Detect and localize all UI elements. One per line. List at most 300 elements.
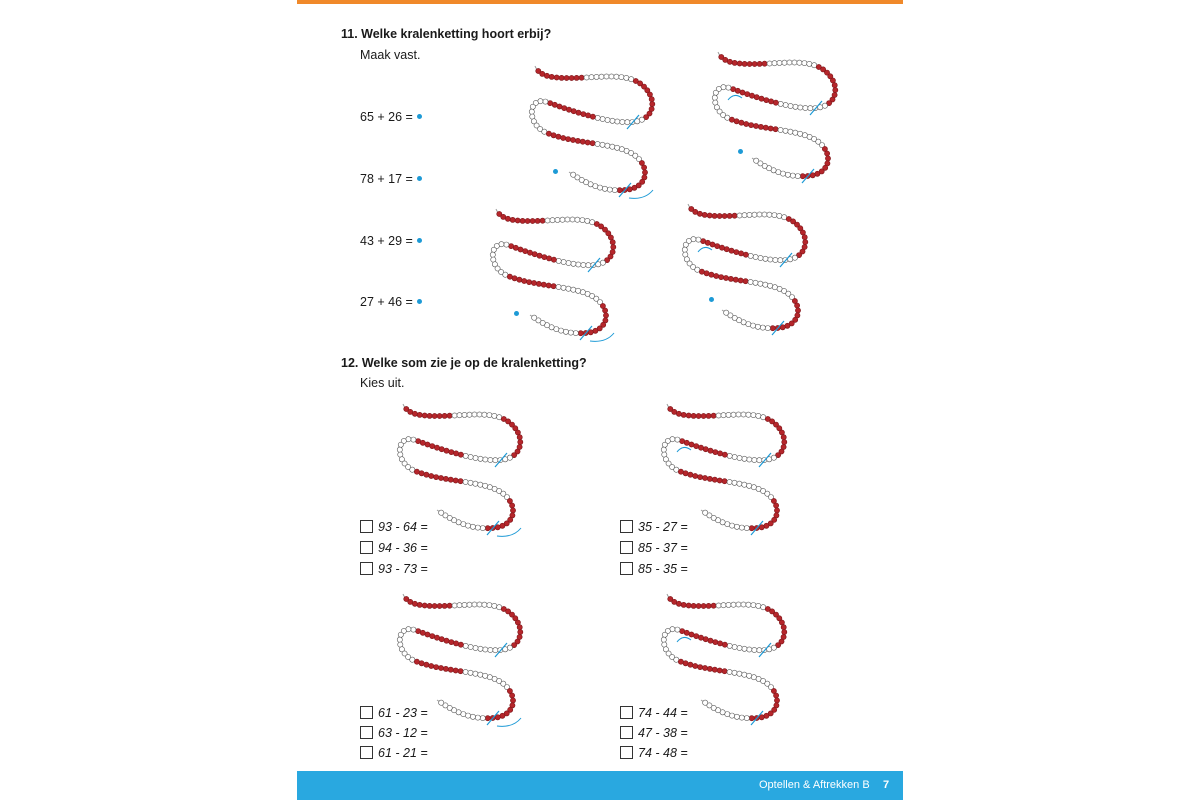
bead <box>463 479 468 484</box>
bead <box>650 102 655 107</box>
bead <box>728 276 733 281</box>
bead <box>739 120 744 125</box>
bead <box>719 275 724 280</box>
bead <box>517 435 522 440</box>
checkbox[interactable] <box>360 541 373 554</box>
bead <box>693 663 698 668</box>
bead <box>624 75 629 80</box>
choice-3c[interactable] <box>360 745 428 761</box>
bead <box>708 638 713 643</box>
choice-4c[interactable] <box>620 745 688 761</box>
choice-1b[interactable] <box>360 540 428 556</box>
bead <box>432 413 437 418</box>
bead <box>482 412 487 417</box>
bead <box>749 716 754 721</box>
connect-dot-sum-4[interactable] <box>417 299 422 304</box>
bead <box>732 480 737 485</box>
checkbox[interactable] <box>620 726 633 739</box>
bead <box>472 602 477 607</box>
bead <box>549 74 554 79</box>
bead <box>485 526 490 531</box>
bead <box>798 131 803 136</box>
bead <box>575 217 580 222</box>
bead <box>742 456 747 461</box>
bead <box>463 453 468 458</box>
bead <box>477 412 482 417</box>
sum-4: 27 + 46 = <box>360 295 413 309</box>
bead <box>560 217 565 222</box>
bead <box>734 250 739 255</box>
bead <box>743 279 748 284</box>
bead <box>463 643 468 648</box>
top-color-bar <box>297 0 903 4</box>
bead <box>576 262 581 267</box>
bead <box>802 61 807 66</box>
bead <box>547 256 552 261</box>
question-11-instruction: Maak vast. <box>360 48 421 62</box>
bead <box>419 661 424 666</box>
bead <box>517 277 522 282</box>
bead <box>802 235 807 240</box>
connect-dot-necklace-a[interactable] <box>553 169 558 174</box>
bead <box>727 479 732 484</box>
bead <box>398 442 403 447</box>
bead <box>434 445 439 450</box>
checkbox[interactable] <box>620 706 633 719</box>
bead <box>702 212 707 217</box>
connect-dot-necklace-d[interactable] <box>709 297 714 302</box>
jump-arrow <box>497 718 521 726</box>
bead <box>686 413 691 418</box>
bead <box>797 60 802 65</box>
bead <box>727 59 732 64</box>
bead <box>569 75 574 80</box>
choice-2a[interactable] <box>620 519 688 535</box>
checkbox[interactable] <box>360 706 373 719</box>
checkbox[interactable] <box>620 746 633 759</box>
bead <box>747 212 752 217</box>
bead <box>611 245 616 250</box>
jump-arrow <box>677 637 691 642</box>
bead <box>478 672 483 677</box>
bead <box>662 632 667 637</box>
connect-dot-sum-1[interactable] <box>417 114 422 119</box>
bead <box>676 601 681 606</box>
bead <box>590 141 595 146</box>
bead <box>595 115 600 120</box>
bead <box>542 255 547 260</box>
bead <box>437 603 442 608</box>
bead <box>731 602 736 607</box>
bead <box>467 412 472 417</box>
bead <box>561 135 566 140</box>
choice-4b[interactable] <box>620 725 688 741</box>
sum-2: 78 + 17 = <box>360 172 413 186</box>
bead <box>565 217 570 222</box>
bead <box>778 127 783 132</box>
choice-3b[interactable] <box>360 725 428 741</box>
bead <box>412 411 417 416</box>
bead <box>457 603 462 608</box>
bead <box>742 61 747 66</box>
sum-3: 43 + 29 = <box>360 234 413 248</box>
bead <box>772 213 777 218</box>
bead <box>739 251 744 256</box>
bead <box>709 272 714 277</box>
bead <box>691 413 696 418</box>
bead <box>452 413 457 418</box>
bead <box>522 278 527 283</box>
bead <box>530 104 535 109</box>
bead <box>752 457 757 462</box>
bead <box>642 170 647 175</box>
bead <box>704 271 709 276</box>
bead <box>488 647 493 652</box>
bead <box>693 473 698 478</box>
bead <box>537 253 542 258</box>
bead <box>782 440 787 445</box>
bead <box>424 662 429 667</box>
bead <box>727 669 732 674</box>
bead <box>722 452 727 457</box>
bead <box>768 283 773 288</box>
bead <box>554 75 559 80</box>
question-12-title: 12. Welke som zie je op de kralenketting? <box>341 356 587 370</box>
bead-necklace-c <box>490 205 630 345</box>
bead <box>737 481 742 486</box>
bead <box>566 107 571 112</box>
bead <box>753 123 758 128</box>
choice-2b[interactable] <box>620 540 688 556</box>
bead <box>439 510 444 515</box>
bead <box>739 715 744 720</box>
bead <box>763 282 768 287</box>
bead <box>512 276 517 281</box>
bead <box>571 287 576 292</box>
bead <box>600 142 605 147</box>
bead <box>442 413 447 418</box>
bead <box>574 75 579 80</box>
bead <box>610 240 615 245</box>
bead <box>458 452 463 457</box>
bead <box>714 273 719 278</box>
choice-label: 63 - 12 = <box>378 726 428 740</box>
bead <box>475 715 480 720</box>
bead <box>798 105 803 110</box>
bead <box>749 526 754 531</box>
bead <box>438 665 443 670</box>
bead <box>620 119 625 124</box>
necklace-string <box>400 594 521 718</box>
checkbox[interactable] <box>360 520 373 533</box>
bead <box>603 313 608 318</box>
bead <box>832 83 837 88</box>
connect-dot-sum-3[interactable] <box>417 238 422 243</box>
checkbox[interactable] <box>620 520 633 533</box>
connect-dot-necklace-b[interactable] <box>738 149 743 154</box>
bead <box>782 630 787 635</box>
necklace-string <box>493 209 614 333</box>
bead <box>793 104 798 109</box>
bead <box>661 447 666 452</box>
bead <box>411 627 416 632</box>
bead <box>454 451 459 456</box>
bead <box>751 413 756 418</box>
bead <box>707 476 712 481</box>
bead <box>602 186 607 191</box>
bead <box>737 645 742 650</box>
bead <box>419 471 424 476</box>
necklace-string <box>664 594 785 718</box>
bead <box>752 212 757 217</box>
choice-label: 74 - 48 = <box>638 746 688 760</box>
choice-2c[interactable] <box>620 561 688 577</box>
bead-necklace-a <box>529 62 669 222</box>
bead <box>612 188 617 193</box>
bead <box>541 282 546 287</box>
necklace-string <box>715 52 836 176</box>
bead <box>795 174 800 179</box>
bead <box>702 665 707 670</box>
bead <box>726 602 731 607</box>
bead <box>614 74 619 79</box>
bead <box>747 483 752 488</box>
bead <box>579 75 584 80</box>
bead <box>485 716 490 721</box>
bead <box>442 603 447 608</box>
bead <box>576 288 581 293</box>
bead <box>807 61 812 66</box>
bead <box>726 412 731 417</box>
choice-4a[interactable] <box>620 705 688 721</box>
bead <box>707 666 712 671</box>
bead <box>747 673 752 678</box>
bead <box>754 158 759 163</box>
bead <box>793 130 798 135</box>
bead <box>788 129 793 134</box>
bead <box>449 640 454 645</box>
bead <box>543 99 548 104</box>
bead <box>530 218 535 223</box>
bead <box>738 278 743 283</box>
bead <box>762 61 767 66</box>
bead <box>711 413 716 418</box>
bead <box>573 331 578 336</box>
bead <box>468 670 473 675</box>
bead <box>706 603 711 608</box>
bead <box>480 716 485 721</box>
bead <box>417 602 422 607</box>
bead <box>505 216 510 221</box>
bead <box>713 450 718 455</box>
bead <box>617 188 622 193</box>
bead <box>561 285 566 290</box>
bead <box>491 247 496 252</box>
bead <box>729 248 734 253</box>
bead <box>642 165 647 170</box>
bead <box>757 212 762 217</box>
bead <box>478 456 483 461</box>
page-number: 7 <box>883 779 890 791</box>
bead <box>724 310 729 315</box>
bead <box>468 644 473 649</box>
bead <box>556 284 561 289</box>
bead <box>753 280 758 285</box>
bead <box>488 457 493 462</box>
bead <box>737 671 742 676</box>
bead <box>762 212 767 217</box>
checkbox[interactable] <box>620 541 633 554</box>
bead <box>683 471 688 476</box>
choice-3a[interactable] <box>360 705 428 721</box>
bead <box>787 60 792 65</box>
bead <box>397 447 402 452</box>
bead <box>580 139 585 144</box>
checkbox[interactable] <box>360 746 373 759</box>
bead <box>473 455 478 460</box>
bead <box>744 526 749 531</box>
bead <box>448 667 453 672</box>
checkbox[interactable] <box>360 726 373 739</box>
bead <box>482 602 487 607</box>
bead <box>741 412 746 417</box>
bead <box>688 662 693 667</box>
necklace-string <box>400 404 521 528</box>
choice-1c[interactable] <box>360 561 428 577</box>
bead <box>752 647 757 652</box>
bead <box>774 508 779 513</box>
connect-dot-necklace-c[interactable] <box>514 311 519 316</box>
jump-arrow <box>698 247 712 252</box>
bead <box>731 412 736 417</box>
bead <box>619 75 624 80</box>
bead <box>487 413 492 418</box>
checkbox[interactable] <box>360 562 373 575</box>
bead <box>782 60 787 65</box>
bead <box>703 700 708 705</box>
bead <box>551 284 556 289</box>
bead <box>493 458 498 463</box>
bead <box>747 647 752 652</box>
bead <box>444 638 449 643</box>
bead <box>753 254 758 259</box>
bead <box>713 90 718 95</box>
bead <box>561 259 566 264</box>
bead <box>432 603 437 608</box>
bead <box>727 453 732 458</box>
bead <box>510 217 515 222</box>
bead <box>447 603 452 608</box>
bead <box>453 478 458 483</box>
bead <box>727 213 732 218</box>
bead <box>803 240 808 245</box>
checkbox[interactable] <box>620 562 633 575</box>
bead <box>532 315 537 320</box>
bead <box>576 110 581 115</box>
bead <box>581 112 586 117</box>
jump-arrow <box>677 447 691 452</box>
bead <box>767 212 772 217</box>
bead <box>492 413 497 418</box>
bead <box>737 213 742 218</box>
choice-label: 61 - 21 = <box>378 746 428 760</box>
bead <box>752 61 757 66</box>
bead <box>718 451 723 456</box>
bead <box>734 714 739 719</box>
bead <box>605 117 610 122</box>
bead <box>712 477 717 482</box>
bead <box>737 61 742 66</box>
choice-label: 94 - 36 = <box>378 541 428 555</box>
bead <box>773 127 778 132</box>
bead <box>706 413 711 418</box>
bead <box>711 603 716 608</box>
bead <box>777 60 782 65</box>
bead <box>570 137 575 142</box>
bead <box>412 601 417 606</box>
bead <box>736 412 741 417</box>
bead <box>746 602 751 607</box>
bead <box>585 140 590 145</box>
bead <box>718 641 723 646</box>
question-12-instruction: Kies uit. <box>360 376 405 390</box>
bead <box>571 261 576 266</box>
bead <box>763 125 768 130</box>
bead <box>424 472 429 477</box>
bead <box>504 242 509 247</box>
bead <box>755 324 760 329</box>
bead <box>781 625 786 630</box>
bead <box>475 525 480 530</box>
bead <box>747 457 752 462</box>
bead <box>757 61 762 66</box>
choice-1a[interactable] <box>360 519 428 535</box>
bead <box>676 411 681 416</box>
bead <box>559 75 564 80</box>
bead <box>707 213 712 218</box>
bead <box>589 75 594 80</box>
bead <box>571 172 576 177</box>
bead <box>625 120 630 125</box>
bead <box>756 603 761 608</box>
bead <box>758 124 763 129</box>
bead-necklace-d <box>682 200 822 340</box>
bead <box>458 669 463 674</box>
bead <box>732 644 737 649</box>
bead <box>808 106 813 111</box>
bead <box>697 211 702 216</box>
bead <box>770 326 775 331</box>
bead <box>758 281 763 286</box>
bead <box>825 156 830 161</box>
bead <box>683 242 688 247</box>
bead <box>520 218 525 223</box>
bead <box>563 329 568 334</box>
bead <box>449 450 454 455</box>
bead <box>732 454 737 459</box>
bead <box>556 134 561 139</box>
bead <box>473 645 478 650</box>
bead <box>493 648 498 653</box>
bead <box>781 435 786 440</box>
bead <box>540 218 545 223</box>
bead <box>443 666 448 671</box>
bead <box>757 458 762 463</box>
connect-dot-sum-2[interactable] <box>417 176 422 181</box>
bead <box>490 252 495 257</box>
bead <box>749 93 754 98</box>
bead <box>691 603 696 608</box>
